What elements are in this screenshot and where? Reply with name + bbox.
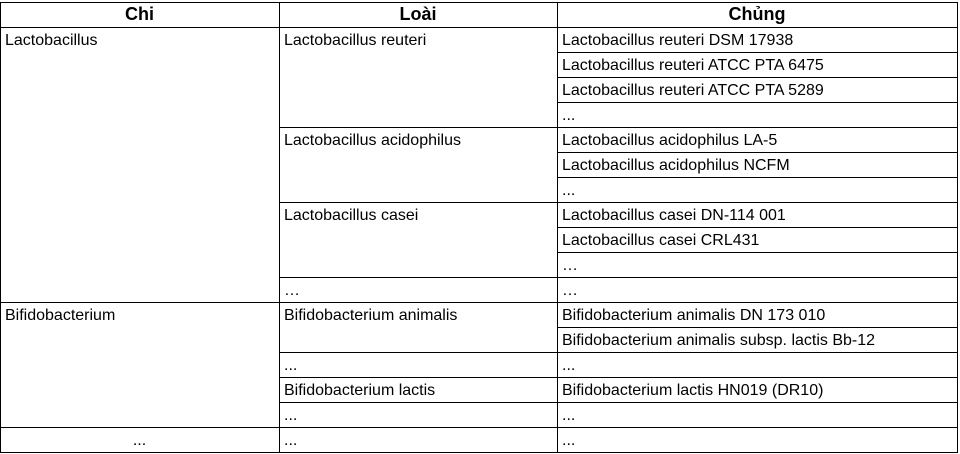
strain-cell: Lactobacillus casei DN-114 001 [562, 207, 786, 224]
header-chung: Chủng [728, 4, 786, 24]
strain-cell: ... [562, 182, 576, 199]
column-border-0 [0, 2, 1, 453]
strain-cell: Lactobacillus casei CRL431 [562, 232, 760, 249]
species-cell: Lactobacillus casei [284, 207, 419, 224]
species-row-border [279, 352, 958, 353]
strain-row-border [557, 252, 958, 253]
column-border-2 [557, 2, 558, 453]
genus-cell: Lactobacillus [5, 32, 98, 49]
strain-cell: ... [562, 432, 576, 449]
species-cell: Lactobacillus acidophilus [284, 132, 461, 149]
strain-cell: Bifidobacterium lactis HN019 (DR10) [562, 382, 824, 399]
species-row-border [279, 402, 958, 403]
strain-cell: Bifidobacterium animalis DN 173 010 [562, 307, 826, 324]
genus-row-border [0, 452, 958, 453]
header-chi: Chi [125, 4, 154, 24]
strain-cell: Lactobacillus reuteri ATCC PTA 6475 [562, 57, 824, 74]
genus-cell: ... [132, 432, 147, 449]
header-bottom-border [0, 27, 958, 28]
strain-cell: Lactobacillus acidophilus NCFM [562, 157, 790, 174]
strain-cell: Lactobacillus reuteri DSM 17938 [562, 32, 794, 49]
strain-cell: Lactobacillus acidophilus LA-5 [562, 132, 778, 149]
strain-row-border [557, 102, 958, 103]
strain-cell: ... [562, 357, 576, 374]
strain-cell: ... [562, 407, 576, 424]
table-top-border [0, 2, 958, 3]
strain-cell: Bifidobacterium animalis subsp. lactis Bb-12 [562, 332, 876, 349]
species-cell: Bifidobacterium animalis [284, 307, 458, 324]
strain-cell: ... [562, 107, 576, 124]
species-cell: Bifidobacterium lactis [284, 382, 436, 399]
strain-cell: … [562, 282, 578, 299]
column-border-1 [279, 2, 280, 453]
strain-row-border [557, 177, 958, 178]
species-cell: … [284, 282, 300, 299]
species-cell: ... [284, 432, 298, 449]
genus-cell: Bifidobacterium [5, 307, 116, 324]
header-loai: Loài [399, 4, 437, 24]
strain-cell: Lactobacillus reuteri ATCC PTA 5289 [562, 82, 824, 99]
column-border-3 [957, 2, 958, 453]
species-cell: ... [284, 357, 298, 374]
species-row-border [279, 277, 958, 278]
species-cell: ... [284, 407, 298, 424]
strain-cell: … [562, 257, 578, 274]
species-cell: Lactobacillus reuteri [284, 32, 427, 49]
